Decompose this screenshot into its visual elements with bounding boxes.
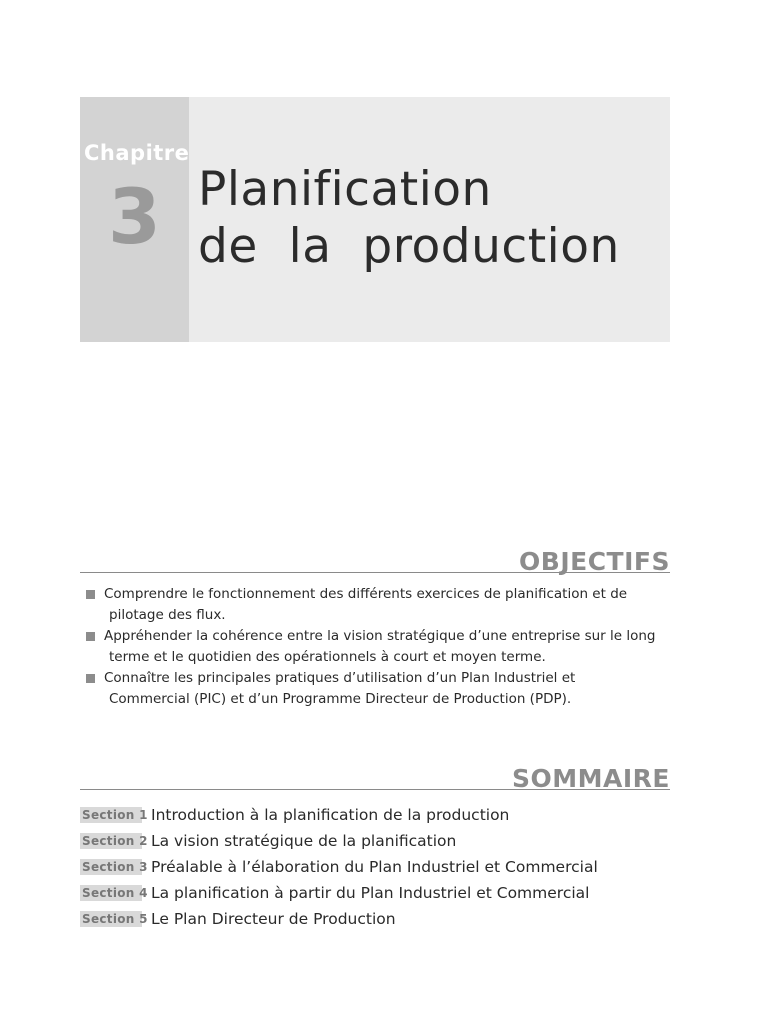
objective-line-1: Comprendre le fonctionnement des différents exercices de planification et de [104,586,628,602]
section-title: La vision stratégique de la planification [151,832,457,850]
summary-entry-1 [80,802,670,828]
objective-line-2: terme et le quotidien des opérationnels à court et moyen terme. [109,648,546,665]
summary-entry-2 [80,828,670,854]
section-title: Le Plan Directeur de Production [151,910,396,928]
section-title: La planification à partir du Plan Industriel et Commercial [151,884,590,902]
objective-line-2: Commercial (PIC) et d’un Programme Directeur de Production (PDP). [109,690,572,707]
square-bullet-icon [86,632,95,641]
chapter-title-line-2: de la production [198,219,620,274]
chapter-number: 3 [108,172,161,261]
summary-entry-3 [80,854,670,880]
chapter-title-line-1: Planification [198,162,492,217]
summary-entry-4 [80,880,670,906]
objective-line-1: Connaître les principales pratiques d’utilisation d’un Plan Industriel et [104,670,576,686]
objectives-heading: OBJECTIFS [519,547,670,576]
square-bullet-icon [86,674,95,683]
objective-line-2: pilotage des flux. [109,606,226,623]
chapter-label: Chapitre [84,141,190,165]
section-tag: Section 2 [82,834,148,848]
square-bullet-icon [86,590,95,599]
objectives-list [86,584,666,710]
chapter-header [80,97,670,342]
objective-item [86,626,666,667]
summary-entry-5 [80,906,670,932]
section-tag: Section 4 [82,886,148,900]
objectives-heading-bar [80,541,670,576]
chapter-title [198,161,620,275]
objective-item [86,668,666,709]
section-title: Préalable à l’élaboration du Plan Industriel et Commercial [151,858,598,876]
summary-heading-bar [80,758,670,793]
objective-item [86,584,666,625]
objective-line-1: Appréhender la cohérence entre la vision stratégique d’une entreprise sur le long [104,628,656,644]
section-tag: Section 5 [82,912,148,926]
chapter-side-panel [80,97,189,342]
section-tag: Section 1 [82,808,148,822]
summary-heading: SOMMAIRE [512,764,670,793]
summary-list [80,802,670,932]
section-title: Introduction à la planification de la production [151,806,510,824]
section-tag: Section 3 [82,860,148,874]
